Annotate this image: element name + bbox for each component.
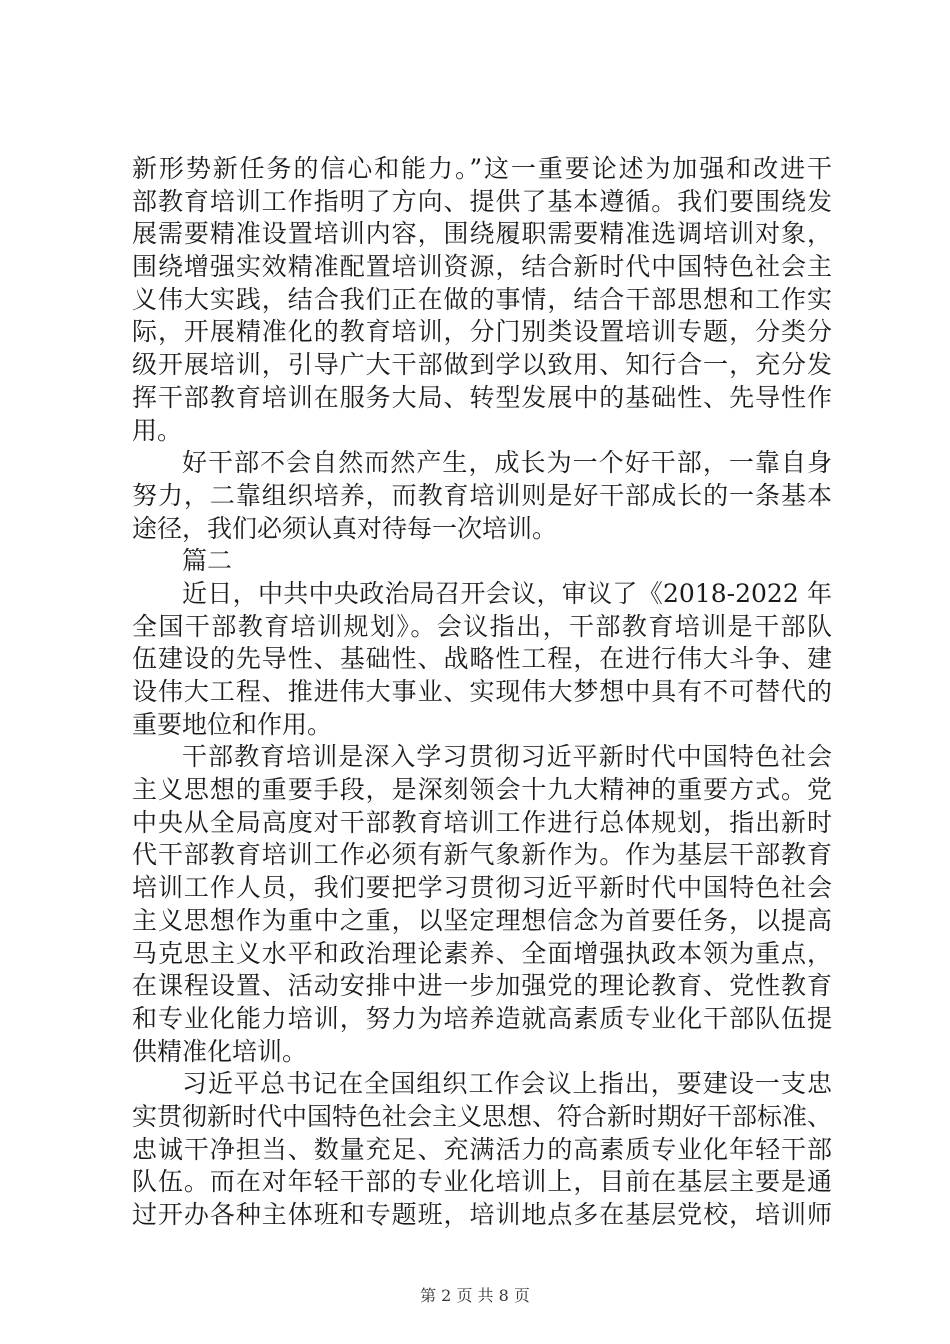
text-line: 围绕增强实效精准配置培训资源，结合新时代中国特色社会主	[132, 252, 832, 282]
text-line: 新形势新任务的信心和能力。”这一重要论述为加强和改进干	[132, 154, 832, 183]
text-line: 义伟大实践，结合我们正在做的事情，结合干部思想和工作实	[132, 284, 832, 314]
text-line: 主义思想的重要手段，是深刻领会十九大精神的重要方式。党	[132, 775, 832, 805]
text-line: 级开展培训，引导广大干部做到学以致用、知行合一，充分发	[132, 350, 832, 380]
text-line: 篇二	[182, 546, 233, 576]
text-line: 用。	[132, 415, 183, 445]
text-line: 伍建设的先导性、基础性、战略性工程，在进行伟大斗争、建	[132, 644, 832, 674]
text-line: 际，开展精准化的教育培训，分门别类设置培训专题，分类分	[132, 317, 832, 347]
text-line: 近日，中共中央政治局召开会议，审议了《2018-2022 年	[182, 578, 832, 608]
text-line: 干部教育培训是深入学习贯彻习近平新时代中国特色社会	[182, 742, 832, 772]
text-line: 好干部不会自然而然产生，成长为一个好干部，一靠自身	[182, 448, 832, 478]
text-line: 过开办各种主体班和专题班，培训地点多在基层党校，培训师	[132, 1200, 832, 1229]
text-line: 队伍。而在对年轻干部的专业化培训上，目前在基层主要是通	[132, 1167, 832, 1197]
text-line: 和专业化能力培训，努力为培养造就高素质专业化干部队伍提	[132, 1003, 832, 1033]
text-line: 部教育培训工作指明了方向、提供了基本遵循。我们要围绕发	[132, 186, 832, 216]
text-line: 在课程设置、活动安排中进一步加强党的理论教育、党性教育	[132, 971, 832, 1001]
text-line: 展需要精准设置培训内容，围绕履职需要精准选调培训对象，	[132, 219, 832, 249]
text-line: 实贯彻新时代中国特色社会主义思想、符合新时期好干部标准、	[132, 1101, 833, 1131]
text-line: 代干部教育培训工作必须有新气象新作为。作为基层干部教育	[132, 840, 832, 870]
text-line: 习近平总书记在全国组织工作会议上指出，要建设一支忠	[182, 1069, 832, 1099]
text-line: 培训工作人员，我们要把学习贯彻习近平新时代中国特色社会	[132, 873, 832, 903]
text-line: 忠诚干净担当、数量充足、充满活力的高素质专业化年轻干部	[132, 1134, 832, 1164]
text-line: 挥干部教育培训在服务大局、转型发展中的基础性、先导性作	[132, 382, 832, 412]
text-line: 中央从全局高度对干部教育培训工作进行总体规划，指出新时	[132, 807, 832, 837]
document-body	[132, 153, 832, 1232]
text-line: 供精准化培训。	[132, 1036, 308, 1066]
text-line: 途径，我们必须认真对待每一次培训。	[132, 513, 558, 543]
page-footer: 第 2 页 共 8 页	[420, 1286, 530, 1305]
text-line: 重要地位和作用。	[132, 709, 333, 739]
text-line: 设伟大工程、推进伟大事业、实现伟大梦想中具有不可替代的	[132, 677, 832, 706]
text-line: 全国干部教育培训规划》。会议指出，干部教育培训是干部队	[132, 611, 832, 641]
text-line: 主义思想作为重中之重，以坚定理想信念为首要任务，以提高	[132, 905, 832, 935]
text-line: 努力，二靠组织培养，而教育培训则是好干部成长的一条基本	[132, 480, 832, 510]
text-line: 马克思主义水平和政治理论素养、全面增强执政本领为重点，	[132, 938, 832, 968]
